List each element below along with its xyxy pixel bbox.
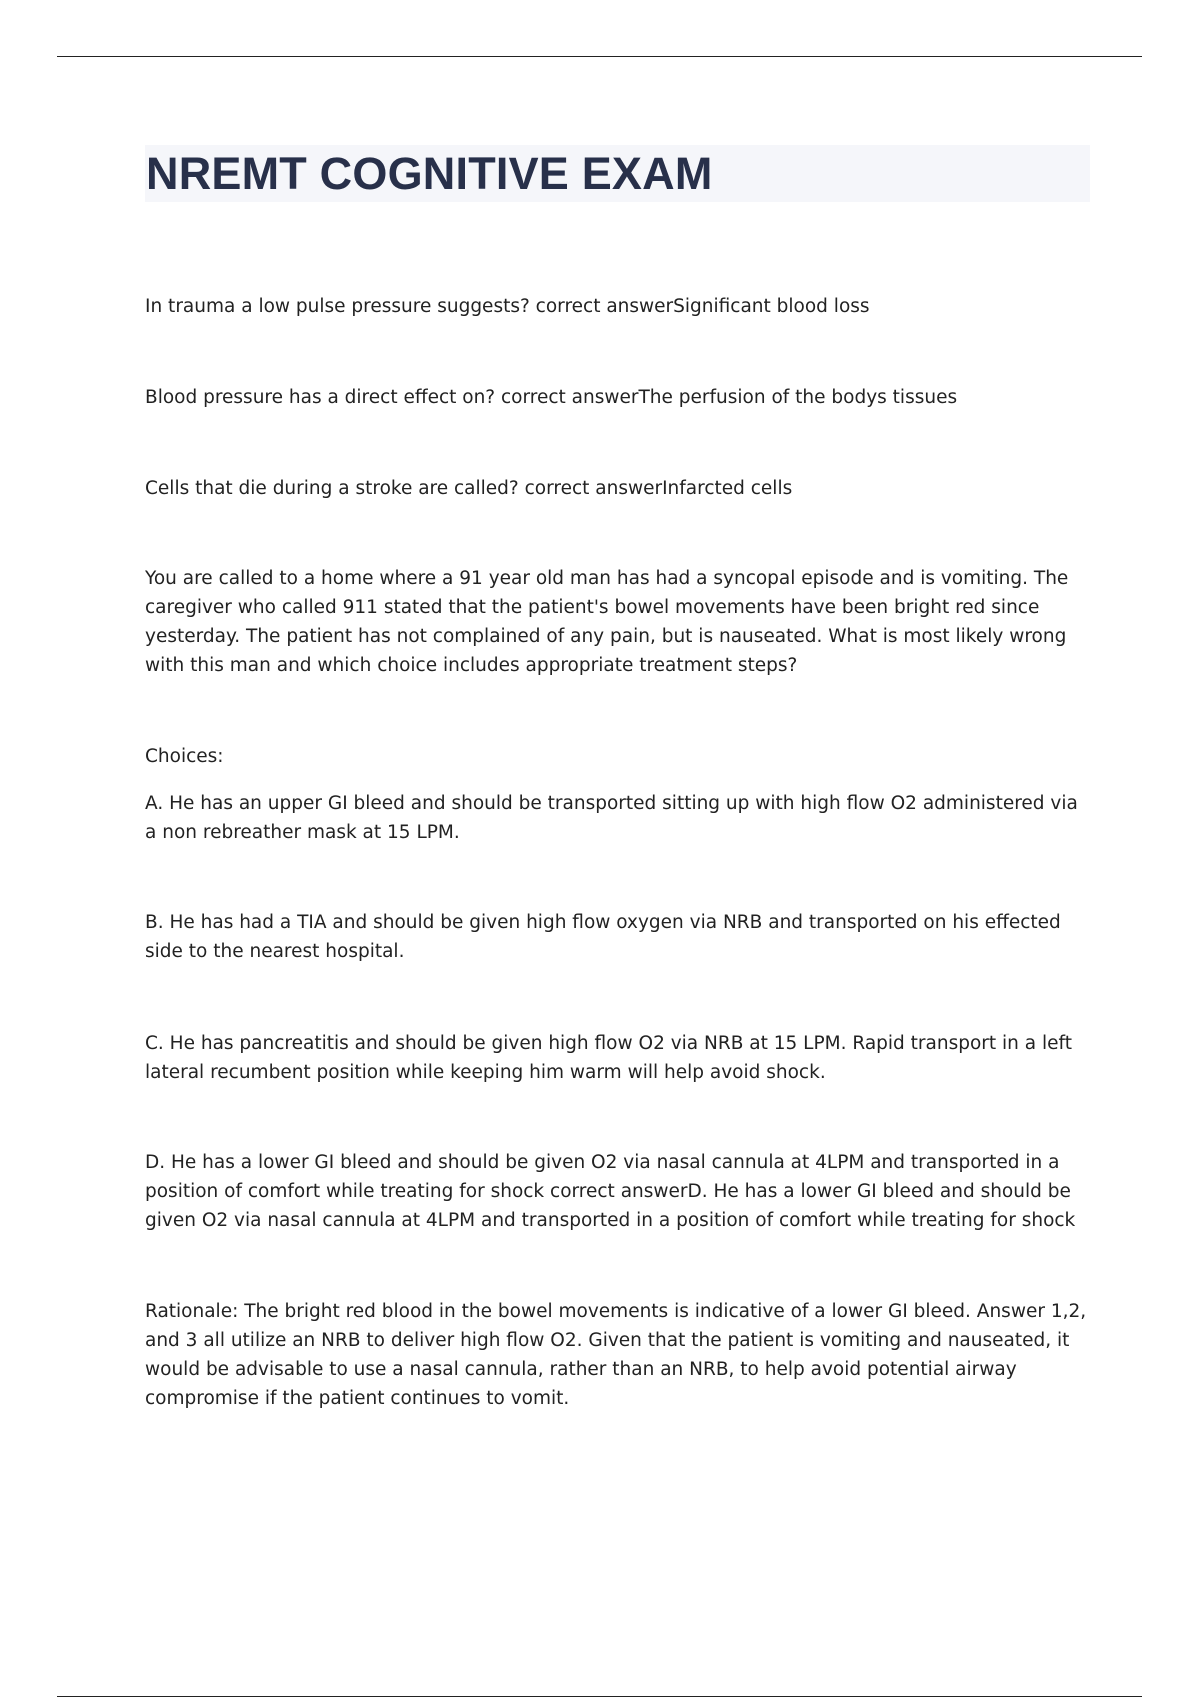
question-pulse-pressure: In trauma a low pulse pressure suggests? correct answerSignificant blood loss (145, 296, 870, 317)
choice-b: B. He has had a TIA and should be given high flow oxygen via NRB and transported on his effected side to the nearest hospital. (145, 912, 1061, 962)
rationale: Rationale: The bright red blood in the bowel movements is indicative of a lower GI bleed. Answer 1,2, and 3 all utilize an NRB to deliver high flow O2. Given that the patient is vomiting and nauseated, it would be advisable to use a nasal cannula, rather than an NRB, to help avoid potential airway compromise if the patient continues to vomit. (145, 1301, 1087, 1409)
choice-c: C. He has pancreatitis and should be given high flow O2 via NRB at 15 LPM. Rapid transport in a left lateral recumbent position while keeping him warm will help avoid shock. (145, 1033, 1072, 1083)
choice-d: D. He has a lower GI bleed and should be given O2 via nasal cannula at 4LPM and transported in a position of comfort while treating for shock correct answerD. He has a lower GI bleed and should be given O2 via nasal cannula at 4LPM and transported in a position of comfort while treating for shock (145, 1152, 1076, 1231)
question-stroke-cells: Cells that die during a stroke are called? correct answerInfarcted cells (145, 478, 793, 499)
choice-a: A. He has an upper GI bleed and should be transported sitting up with high flow O2 administered via a non rebreather mask at 15 LPM. (145, 793, 1078, 843)
page-title: NREMT COGNITIVE EXAM (146, 148, 713, 199)
choices-label: Choices: (145, 746, 224, 767)
question-syncopal-case: You are called to a home where a 91 year old man has had a syncopal episode and is vomiting. The caregiver who called 911 stated that the patient's bowel movements have been bright red since yesterday. The patient has not complained of any pain, but is nauseated. What is most likely wrong with this man and which choice includes appropriate treatment steps? (145, 568, 1069, 676)
question-blood-pressure: Blood pressure has a direct effect on? correct answerThe perfusion of the bodys tissues (145, 387, 958, 408)
bottom-rule (57, 1696, 1142, 1697)
top-rule (57, 56, 1142, 57)
